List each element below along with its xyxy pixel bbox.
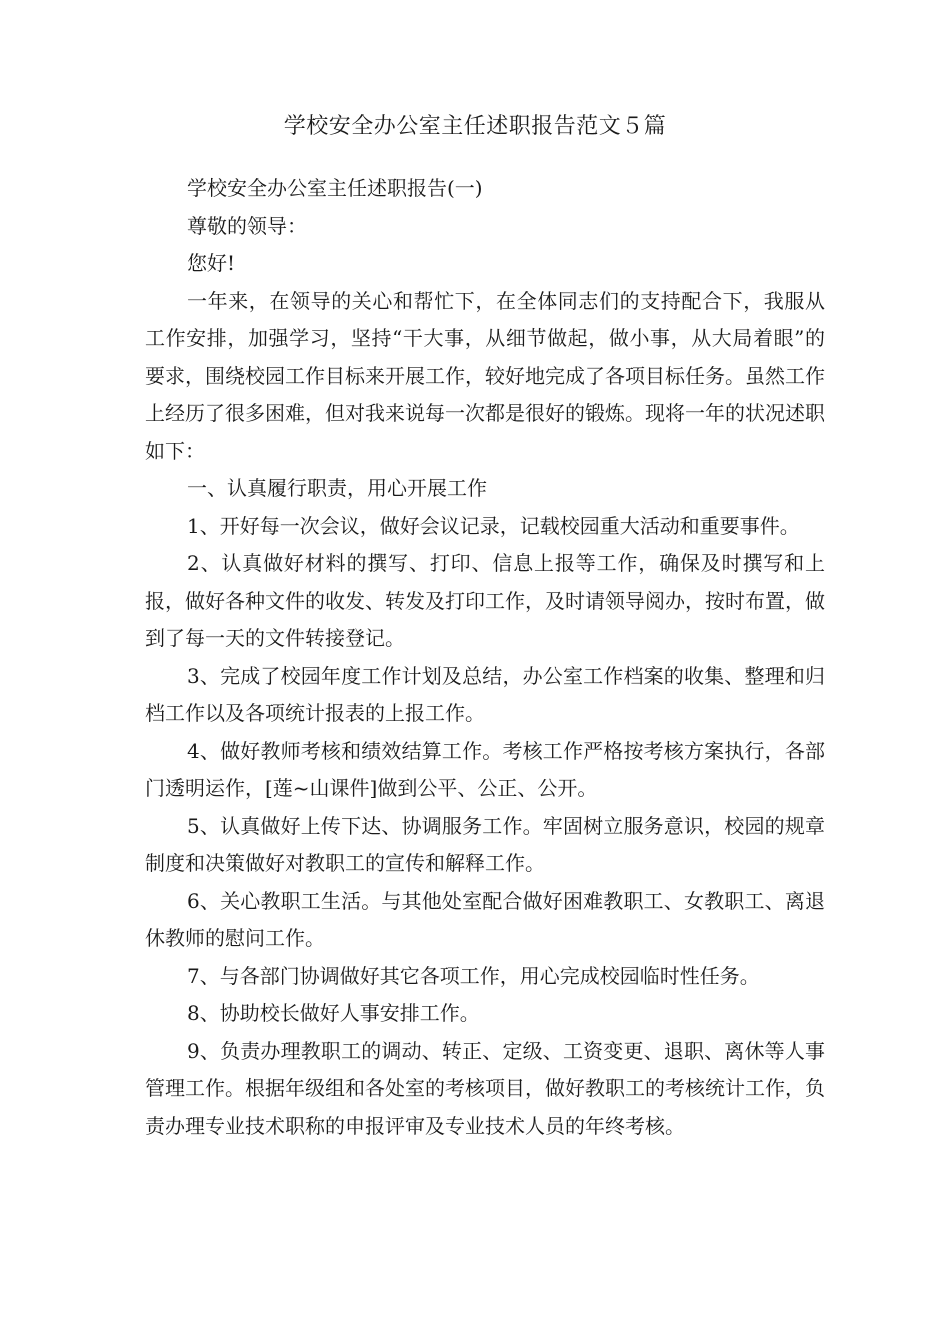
list-item: 5、认真做好上传下达、协调服务工作。牢固树立服务意识，校园的规章制度和决策做好对教职工的宣传和解释工作。 — [145, 813, 825, 875]
document-title: 学校安全办公室主任述职报告范文５篇 — [283, 114, 667, 139]
list-item: 6、关心教职工生活。与其他处室配合做好困难教职工、女教职工、离退休教师的慰问工作。 — [145, 888, 825, 950]
list-item: 9、负责办理教职工的调动、转正、定级、工资变更、退职、离休等人事管理工作。根据年级组和各处室的考核项目，做好教职工的考核统计工作，负责办理专业技术职称的申报评审及专业技术人员的年终考核。 — [145, 1038, 825, 1138]
greeting: 您好! — [187, 251, 236, 275]
list-item: 2、认真做好材料的撰写、打印、信息上报等工作，确保及时撰写和上报，做好各种文件的收发、转发及打印工作，及时请领导阅办，按时布置，做到了每一天的文件转接登记。 — [145, 551, 825, 650]
list-item: 3、完成了校园年度工作计划及总结，办公室工作档案的收集、整理和归档工作以及各项统计报表的上报工作。 — [145, 663, 825, 725]
list-item: 1、开好每一次会议，做好会议记录，记载校园重大活动和重要事件。 — [187, 513, 800, 538]
document-body — [145, 170, 825, 1145]
list-item: 4、做好教师考核和绩效结算工作。考核工作严格按考核方案执行，各部门透明运作，[莲~山课件]做到公平、公正、公开。 — [145, 738, 825, 800]
report-subtitle: 学校安全办公室主任述职报告(一) — [187, 176, 483, 200]
list-item: 7、与各部门协调做好其它各项工作，用心完成校园临时性任务。 — [187, 963, 760, 988]
intro-paragraph: 一年来，在领导的关心和帮忙下，在全体同志们的支持配合下，我服从工作安排，加强学习，坚持“干大事，从细节做起，做小事，从大局着眼”的要求，围绕校园工作目标来开展工作，较好地完成了各项目标任务。虽然工作上经历了很多困难，但对我来说每一次都是很好的锻炼。现将一年的状况述职如下： — [145, 288, 825, 463]
section-heading: 一、认真履行职责，用心开展工作 — [187, 476, 487, 500]
list-item: 8、协助校长做好人事安排工作。 — [187, 1001, 480, 1025]
salutation: 尊敬的领导： — [187, 213, 307, 238]
